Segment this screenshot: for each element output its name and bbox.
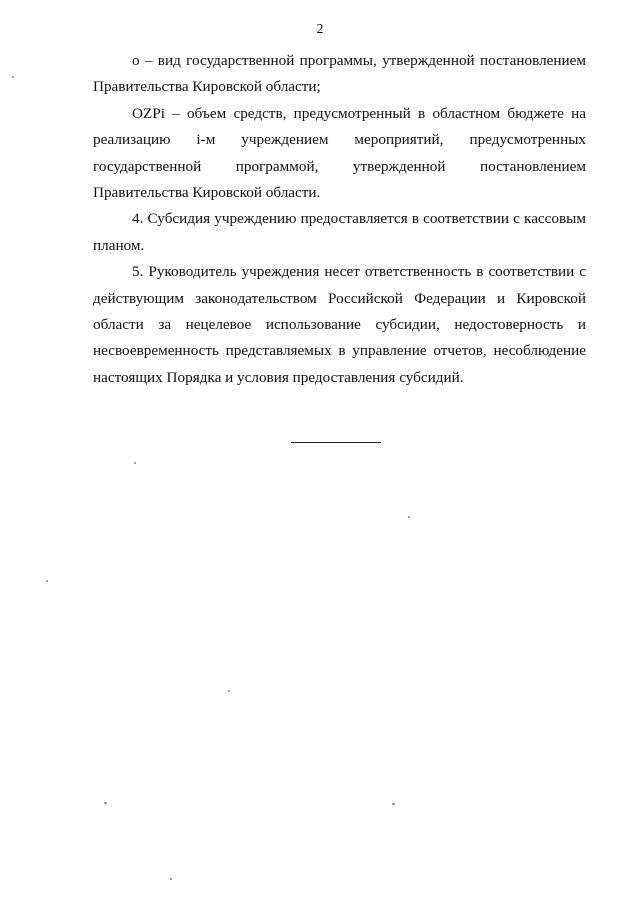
paragraph-clause-5: 5. Руководитель учреждения несет ответственность в соответствии с действующим законодательством Российской Федерации и Кировской области за нецелевое использование субсидии, недостоверность и несвоевременность представляемых в управление отчетов, несоблюдение настоящих Порядка и условия предоставления субсидий. <box>93 263 586 386</box>
scan-speck <box>104 802 107 804</box>
scan-speck <box>46 580 48 582</box>
paragraph-definition-o: о – вид государственной программы, утвержденной постановлением Правительства Кировской области; <box>93 52 586 96</box>
end-separator-line <box>291 442 381 443</box>
scan-speck <box>408 516 410 518</box>
scan-speck <box>170 878 172 880</box>
page-number: 2 <box>316 22 324 37</box>
scan-speck <box>392 803 395 805</box>
paragraph-definition-ozpi: OZPi – объем средств, предусмотренный в областном бюджете на реализацию i-м учреждением мероприятий, предусмотренных государственной программой, утвержденной постановлением Правительства Кировской области. <box>93 104 586 202</box>
document-body <box>93 48 586 391</box>
scan-speck <box>134 462 136 464</box>
scan-speck <box>12 76 14 78</box>
paragraph-clause-4: 4. Субсидия учреждению предоставляется в соответствии с кассовым планом. <box>93 210 586 254</box>
scan-speck <box>228 690 230 692</box>
